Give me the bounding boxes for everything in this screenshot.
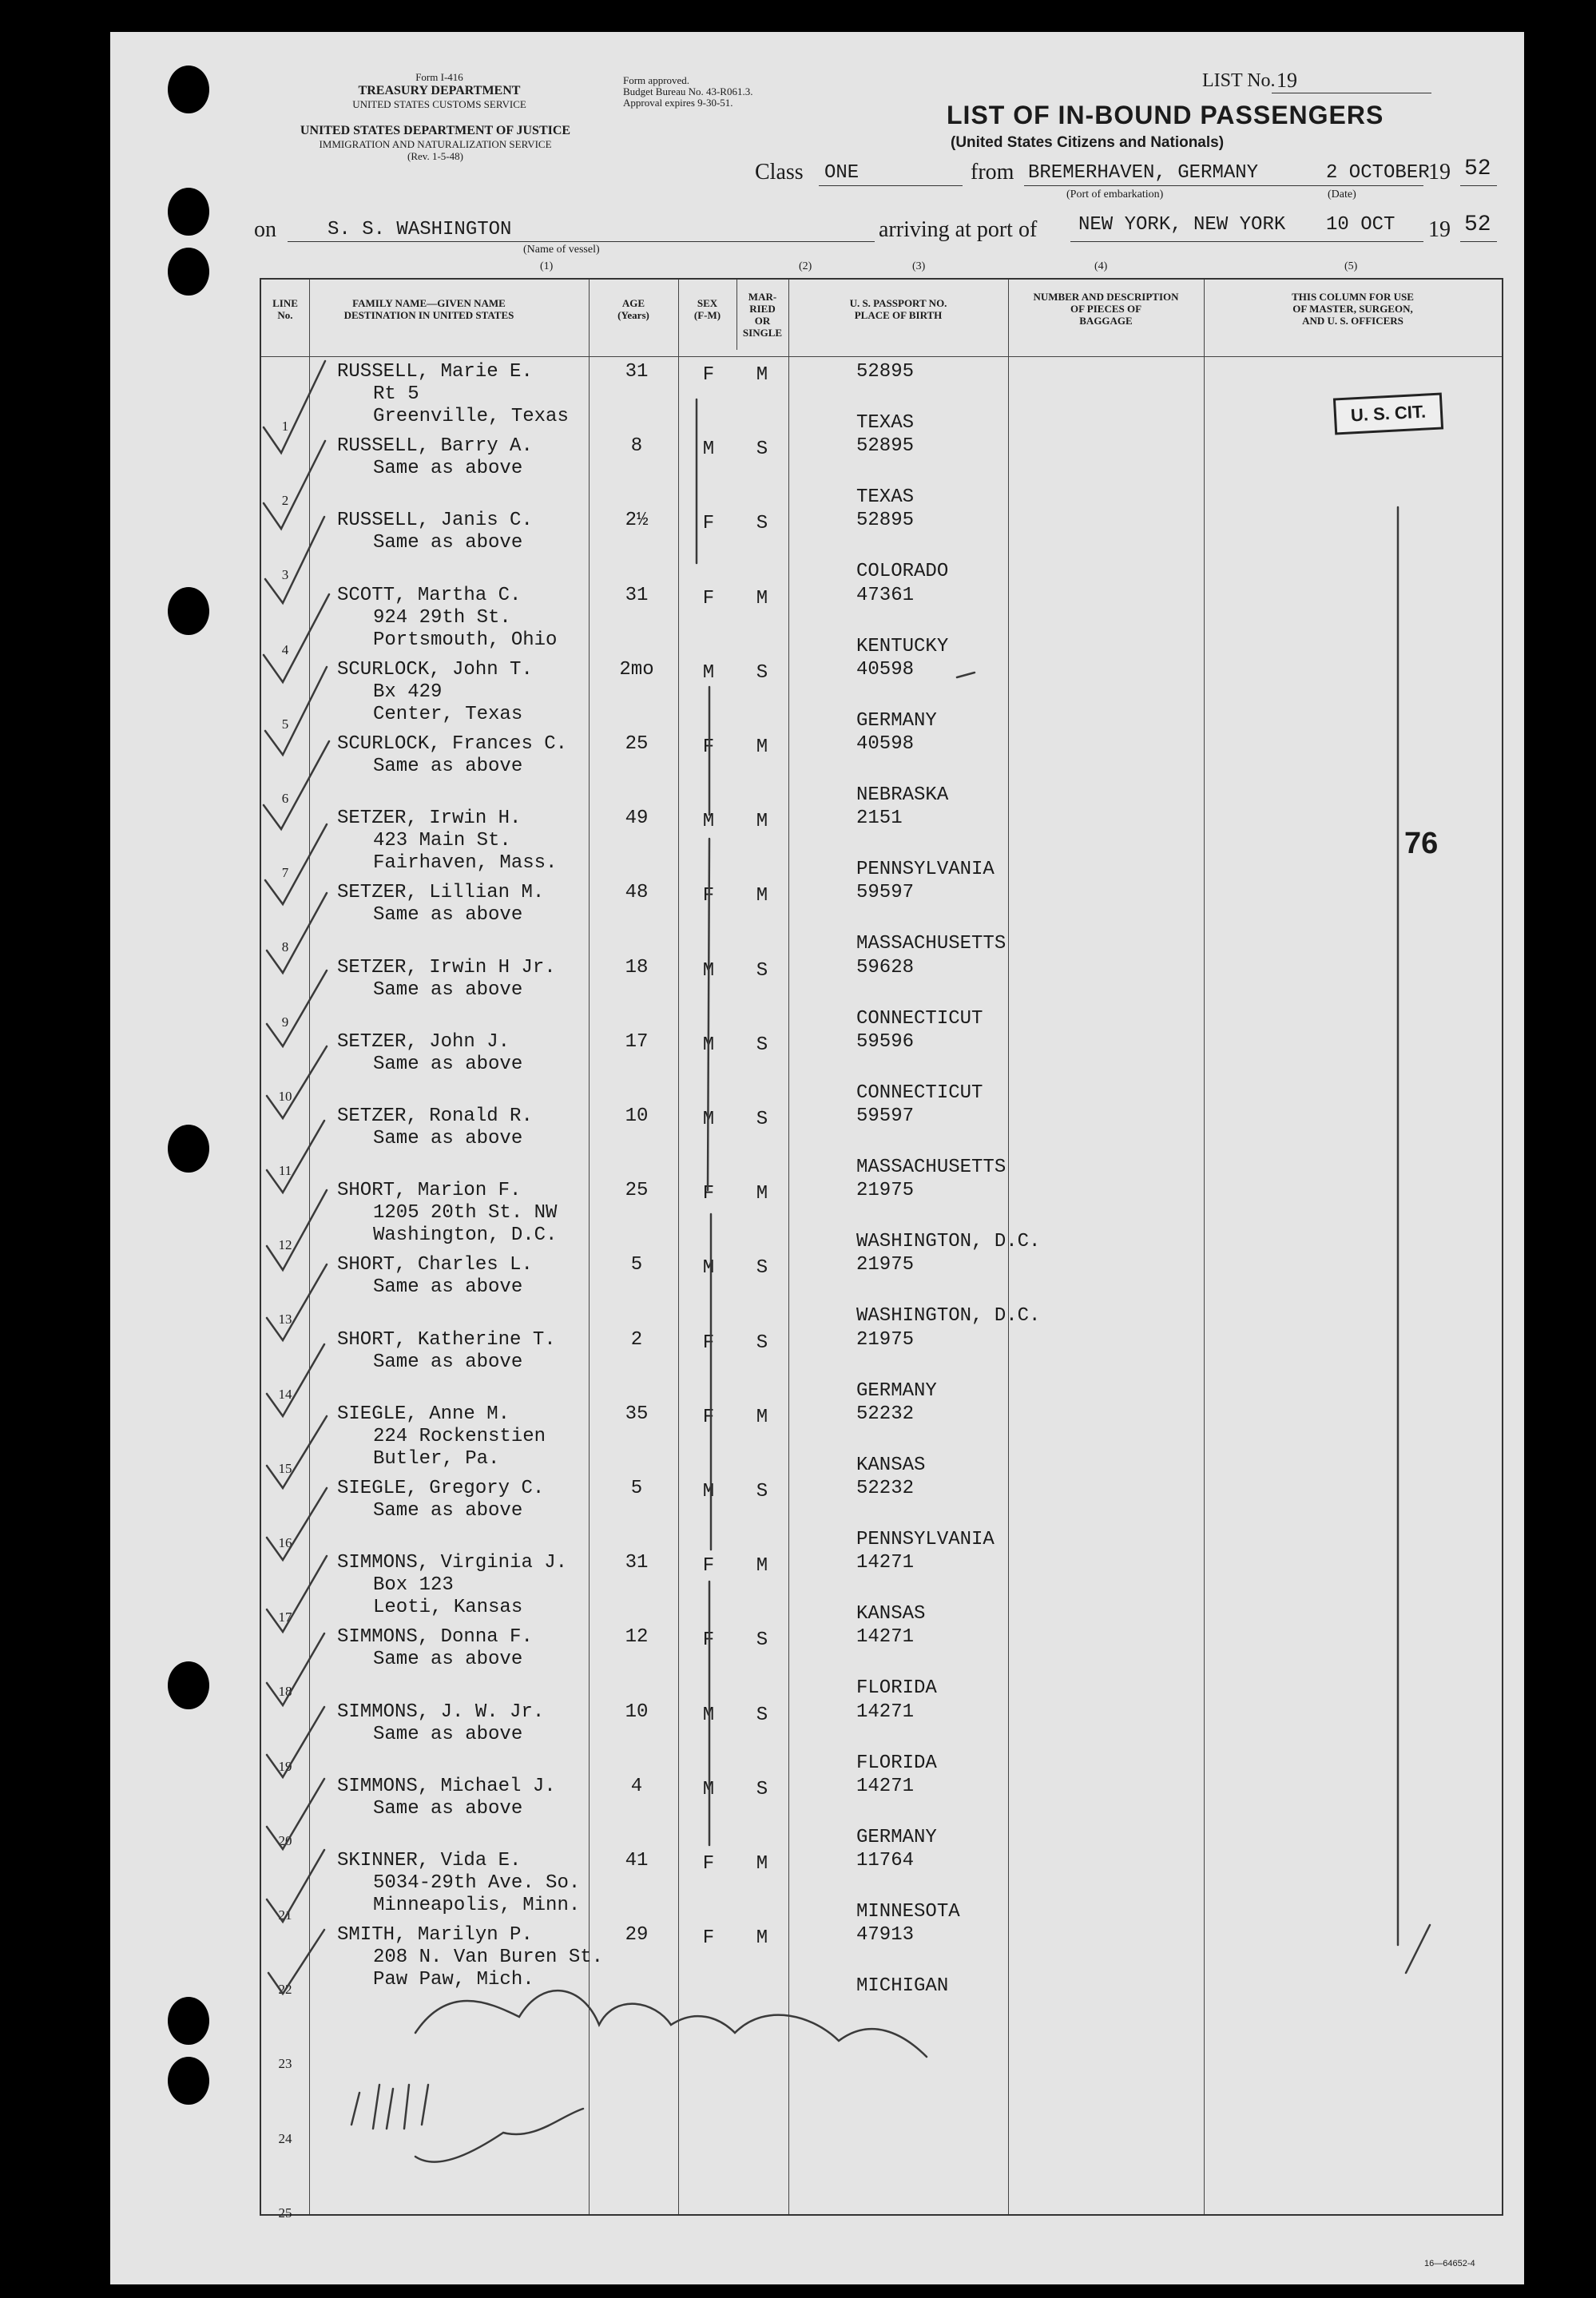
- binder-hole: [168, 2057, 209, 2105]
- header-baggage: NUMBER AND DESCRIPTION OF PIECES OF BAGGAGE: [1033, 291, 1179, 327]
- marital-status: S: [756, 513, 768, 535]
- place-of-birth: NEBRASKA: [856, 784, 949, 806]
- sex: M: [702, 439, 715, 461]
- passport-number: 40598: [856, 658, 915, 681]
- age: 2½: [625, 510, 649, 532]
- age: 31: [625, 584, 649, 606]
- col-number-5: (5): [1344, 260, 1358, 272]
- line-number: 21: [278, 1907, 292, 1923]
- destination: Same as above: [373, 1276, 523, 1299]
- passenger-name: SIMMONS, Michael J.: [337, 1775, 556, 1797]
- place-of-birth: FLORIDA: [856, 1752, 937, 1774]
- line-number: 4: [281, 641, 289, 657]
- marital-status: M: [756, 736, 768, 758]
- passport-number: 47361: [856, 584, 915, 606]
- binder-hole: [168, 65, 209, 113]
- marital-status: M: [756, 1853, 768, 1875]
- passport-number: 11764: [856, 1850, 915, 1871]
- destination: Same as above: [373, 1128, 523, 1149]
- line-number: 22: [278, 1982, 292, 1998]
- sex: M: [702, 811, 715, 833]
- age: 48: [625, 882, 649, 904]
- sex: F: [702, 1853, 715, 1875]
- from-label: from: [971, 160, 1014, 185]
- header-name: FAMILY NAME—GIVEN NAME DESTINATION IN UNITED STATES: [343, 297, 514, 321]
- port-embark-caption: (Port of embarkation): [1066, 189, 1164, 200]
- marital-status: M: [756, 1555, 768, 1578]
- sex: M: [702, 661, 715, 684]
- marital-status: M: [756, 885, 768, 907]
- marital-status: S: [756, 1704, 768, 1726]
- place-of-birth: CONNECTICUT: [856, 1007, 983, 1030]
- marital-status: M: [756, 364, 768, 386]
- marital-status: M: [756, 1183, 768, 1205]
- age: 29: [625, 1924, 649, 1947]
- passenger-name: SIMMONS, J. W. Jr.: [337, 1701, 545, 1723]
- passenger-name: SHORT, Katherine T.: [337, 1328, 556, 1351]
- depart-year-prefix: 19: [1428, 160, 1451, 185]
- justice-dept: UNITED STATES DEPARTMENT OF JUSTICE: [300, 124, 571, 137]
- marital-status: S: [756, 1109, 768, 1130]
- binder-hole: [168, 587, 209, 635]
- sex: F: [702, 587, 715, 609]
- passenger-name: RUSSELL, Barry A.: [337, 435, 533, 458]
- place-of-birth: KENTUCKY: [856, 635, 949, 657]
- marital-status: S: [756, 1481, 768, 1502]
- place-of-birth: PENNSYLVANIA: [856, 859, 995, 881]
- passenger-name: SHORT, Marion F.: [337, 1180, 522, 1202]
- line-number: 14: [278, 1386, 292, 1402]
- sex: F: [702, 513, 715, 535]
- footer-code: 16—64652-4: [1424, 2259, 1475, 2268]
- destination: 1205 20th St. NW Washington, D.C.: [373, 1202, 558, 1247]
- sex: F: [702, 364, 715, 386]
- passenger-name: SETZER, Ronald R.: [337, 1105, 533, 1127]
- budget-approval: Form approved. Budget Bureau No. 43-R061.3. Approval expires 9-30-51.: [623, 74, 753, 109]
- vessel-caption-number: (1): [540, 260, 554, 272]
- line-number: 23: [278, 2056, 292, 2072]
- sex: F: [702, 1927, 715, 1950]
- header-sex: SEX (F-M): [693, 297, 721, 321]
- passenger-name: SIMMONS, Virginia J.: [337, 1552, 568, 1574]
- binder-hole: [168, 188, 209, 236]
- marital-status: M: [756, 811, 768, 833]
- marital-status: S: [756, 959, 768, 982]
- marital-status: S: [756, 1629, 768, 1652]
- marital-status: S: [756, 1332, 768, 1354]
- age: 49: [625, 808, 649, 830]
- header-married: MAR- RIED OR SINGLE: [742, 291, 783, 339]
- line-number: 1: [281, 419, 289, 434]
- vessel-caption: (Name of vessel): [523, 244, 600, 256]
- sex: F: [702, 1406, 715, 1428]
- binder-hole: [168, 1997, 209, 2045]
- passport-number: 59597: [856, 882, 915, 904]
- place-of-birth: WASHINGTON, D.C.: [856, 1305, 1041, 1328]
- arrival-year-prefix: 19: [1428, 217, 1451, 242]
- arrival-port: NEW YORK, NEW YORK: [1078, 214, 1286, 236]
- passport-number: 21975: [856, 1180, 915, 1202]
- place-of-birth: TEXAS: [856, 486, 915, 509]
- header-officers: THIS COLUMN FOR USE OF MASTER, SURGEON, AND U. S. OFFICERS: [1292, 291, 1414, 327]
- age: 10: [625, 1105, 649, 1127]
- age: 12: [625, 1626, 649, 1649]
- page-title: LIST OF IN-BOUND PASSENGERS: [947, 101, 1384, 129]
- line-number: 18: [278, 1684, 292, 1700]
- date-caption: (Date): [1328, 189, 1356, 200]
- place-of-birth: MASSACHUSETTS: [856, 1157, 1006, 1178]
- line-number: 8: [281, 939, 289, 955]
- line-number: 19: [278, 1758, 292, 1774]
- list-no-label: LIST No.: [1202, 70, 1276, 91]
- officer-note: 76: [1404, 827, 1439, 860]
- age: 25: [625, 1180, 649, 1202]
- destination: Same as above: [373, 1649, 523, 1671]
- sex: F: [702, 1332, 715, 1354]
- destination: Box 123 Leoti, Kansas: [373, 1574, 523, 1619]
- revision: (Rev. 1-5-48): [407, 150, 463, 162]
- sex: F: [702, 885, 715, 907]
- place-of-birth: MICHIGAN: [856, 1975, 949, 1998]
- sex: M: [702, 1778, 715, 1800]
- arrival-year: 52: [1464, 212, 1491, 237]
- passport-number: 2151: [856, 808, 903, 830]
- line-number: 16: [278, 1535, 292, 1550]
- sex: M: [702, 1257, 715, 1280]
- place-of-birth: GERMANY: [856, 1826, 937, 1848]
- marital-status: M: [756, 1406, 768, 1428]
- destination: 224 Rockenstien Butler, Pa.: [373, 1425, 546, 1470]
- passport-number: 14271: [856, 1775, 915, 1797]
- age: 35: [625, 1403, 649, 1425]
- sex: F: [702, 1629, 715, 1652]
- line-number: 17: [278, 1609, 292, 1625]
- passenger-name: SCURLOCK, John T.: [337, 658, 533, 681]
- destination: Bx 429 Center, Texas: [373, 681, 523, 725]
- age: 8: [630, 435, 643, 458]
- destination: 924 29th St. Portsmouth, Ohio: [373, 606, 558, 651]
- passport-number: 14271: [856, 1701, 915, 1723]
- line-number: 24: [278, 2130, 292, 2146]
- sex: F: [702, 1555, 715, 1578]
- line-number: 3: [281, 567, 289, 583]
- col-number-3: (3): [912, 260, 926, 272]
- passenger-name: SKINNER, Vida E.: [337, 1850, 522, 1871]
- sex: F: [702, 1183, 715, 1205]
- age: 4: [630, 1775, 643, 1797]
- passport-number: 40598: [856, 733, 915, 755]
- passport-number: 52232: [856, 1478, 915, 1499]
- place-of-birth: MINNESOTA: [856, 1901, 960, 1923]
- line-number: 12: [278, 1237, 292, 1253]
- age: 25: [625, 733, 649, 755]
- passenger-name: SETZER, John J.: [337, 1030, 510, 1053]
- destination: Same as above: [373, 1053, 523, 1075]
- destination: Same as above: [373, 458, 523, 480]
- age: 18: [625, 956, 649, 978]
- destination: Same as above: [373, 756, 523, 777]
- destination: Same as above: [373, 1351, 523, 1373]
- line-number: 15: [278, 1460, 292, 1476]
- col-number-4: (4): [1094, 260, 1108, 272]
- passport-number: 14271: [856, 1552, 915, 1574]
- class-label: Class: [755, 160, 804, 185]
- place-of-birth: PENNSYLVANIA: [856, 1529, 995, 1550]
- age: 5: [630, 1478, 643, 1499]
- sex: M: [702, 1034, 715, 1056]
- age: 10: [625, 1701, 649, 1723]
- place-of-birth: FLORIDA: [856, 1677, 937, 1700]
- marital-status: S: [756, 1034, 768, 1056]
- destination: 208 N. Van Buren St. Paw Paw, Mich.: [373, 1947, 604, 1991]
- destination: Same as above: [373, 1723, 523, 1745]
- passenger-name: SMITH, Marilyn P.: [337, 1924, 533, 1947]
- passport-number: 59597: [856, 1105, 915, 1127]
- passport-number: 52232: [856, 1403, 915, 1425]
- page-subtitle: (United States Citizens and Nationals): [951, 134, 1225, 151]
- col-number-2: (2): [799, 260, 812, 272]
- passport-number: 59628: [856, 956, 915, 978]
- header-age: AGE (Years): [617, 297, 649, 321]
- passport-number: 21975: [856, 1328, 915, 1351]
- binder-hole: [168, 1125, 209, 1173]
- destination: Same as above: [373, 532, 523, 554]
- arrival-date: 10 OCT: [1326, 214, 1396, 236]
- passport-number: 14271: [856, 1626, 915, 1649]
- place-of-birth: GERMANY: [856, 709, 937, 732]
- age: 31: [625, 1552, 649, 1574]
- sex: M: [702, 1704, 715, 1726]
- binder-hole: [168, 1661, 209, 1709]
- passenger-name: RUSSELL, Janis C.: [337, 510, 533, 532]
- treasury-dept: TREASURY DEPARTMENT: [358, 84, 521, 97]
- passenger-name: SETZER, Lillian M.: [337, 882, 545, 904]
- passport-number: 21975: [856, 1254, 915, 1276]
- passenger-name: SHORT, Charles L.: [337, 1254, 533, 1276]
- place-of-birth: KANSAS: [856, 1603, 926, 1625]
- line-number: 5: [281, 716, 289, 732]
- passenger-name: SIEGLE, Gregory C.: [337, 1478, 545, 1499]
- age: 31: [625, 361, 649, 383]
- vessel-name: S. S. WASHINGTON: [328, 219, 512, 240]
- line-number: 2: [281, 493, 289, 509]
- passenger-table: [260, 278, 1503, 2221]
- destination: Same as above: [373, 1500, 523, 1522]
- sex: F: [702, 736, 715, 758]
- place-of-birth: WASHINGTON, D.C.: [856, 1231, 1041, 1253]
- marital-status: S: [756, 1257, 768, 1280]
- sex: M: [702, 1481, 715, 1502]
- place-of-birth: COLORADO: [856, 561, 949, 583]
- marital-status: M: [756, 1927, 768, 1950]
- age: 2: [630, 1328, 643, 1351]
- passport-number: 52895: [856, 435, 915, 458]
- depart-year: 52: [1464, 157, 1491, 181]
- port-of-embarkation: BREMERHAVEN, GERMANY: [1028, 162, 1259, 184]
- age: 5: [630, 1254, 643, 1276]
- header-passport: U. S. PASSPORT NO. PLACE OF BIRTH: [849, 297, 947, 321]
- sex: M: [702, 959, 715, 982]
- destination: Same as above: [373, 1797, 523, 1820]
- class-value: ONE: [824, 162, 860, 184]
- ins-service: IMMIGRATION AND NATURALIZATION SERVICE: [319, 138, 552, 150]
- marital-status: S: [756, 439, 768, 461]
- age: 2mo: [619, 658, 654, 681]
- destination: 423 Main St. Fairhaven, Mass.: [373, 830, 558, 875]
- customs-service: UNITED STATES CUSTOMS SERVICE: [352, 98, 526, 110]
- place-of-birth: GERMANY: [856, 1379, 937, 1402]
- line-number: 20: [278, 1832, 292, 1848]
- binder-hole: [168, 248, 209, 296]
- passport-number: 59596: [856, 1030, 915, 1053]
- marital-status: S: [756, 1778, 768, 1800]
- line-number: 10: [278, 1088, 292, 1104]
- us-citizen-stamp: U. S. CIT.: [1333, 392, 1443, 435]
- destination: 5034-29th Ave. So. Minneapolis, Minn.: [373, 1872, 581, 1916]
- arriving-label: arriving at port of: [879, 217, 1038, 242]
- on-label: on: [254, 217, 276, 242]
- passenger-name: SCOTT, Martha C.: [337, 584, 522, 606]
- line-number: 13: [278, 1312, 292, 1328]
- passport-number: 52895: [856, 510, 915, 532]
- age: 41: [625, 1850, 649, 1871]
- departure-date: 2 OCTOBER: [1326, 162, 1430, 184]
- destination: Rt 5 Greenville, Texas: [373, 383, 569, 427]
- header-line-no: LINE No.: [272, 297, 298, 321]
- destination: Same as above: [373, 978, 523, 1001]
- line-number: 25: [278, 2205, 292, 2221]
- passenger-name: SETZER, Irwin H Jr.: [337, 956, 556, 978]
- marital-status: S: [756, 661, 768, 684]
- form-number: Form I-416: [415, 71, 463, 83]
- age: 17: [625, 1030, 649, 1053]
- passenger-name: SETZER, Irwin H.: [337, 808, 522, 830]
- sex: M: [702, 1109, 715, 1130]
- list-no-value: 19: [1276, 69, 1297, 92]
- line-number: 6: [281, 791, 289, 806]
- line-number: 7: [281, 865, 289, 881]
- line-number: 9: [281, 1014, 289, 1030]
- marital-status: M: [756, 587, 768, 609]
- place-of-birth: TEXAS: [856, 412, 915, 434]
- passport-number: 47913: [856, 1924, 915, 1947]
- place-of-birth: MASSACHUSETTS: [856, 933, 1006, 955]
- passenger-name: SIEGLE, Anne M.: [337, 1403, 510, 1425]
- place-of-birth: CONNECTICUT: [856, 1082, 983, 1104]
- passenger-name: SIMMONS, Donna F.: [337, 1626, 533, 1649]
- passenger-name: SCURLOCK, Frances C.: [337, 733, 568, 755]
- place-of-birth: KANSAS: [856, 1454, 926, 1476]
- line-number: 11: [278, 1163, 292, 1178]
- passport-number: 52895: [856, 361, 915, 383]
- passenger-name: RUSSELL, Marie E.: [337, 361, 533, 383]
- destination: Same as above: [373, 904, 523, 927]
